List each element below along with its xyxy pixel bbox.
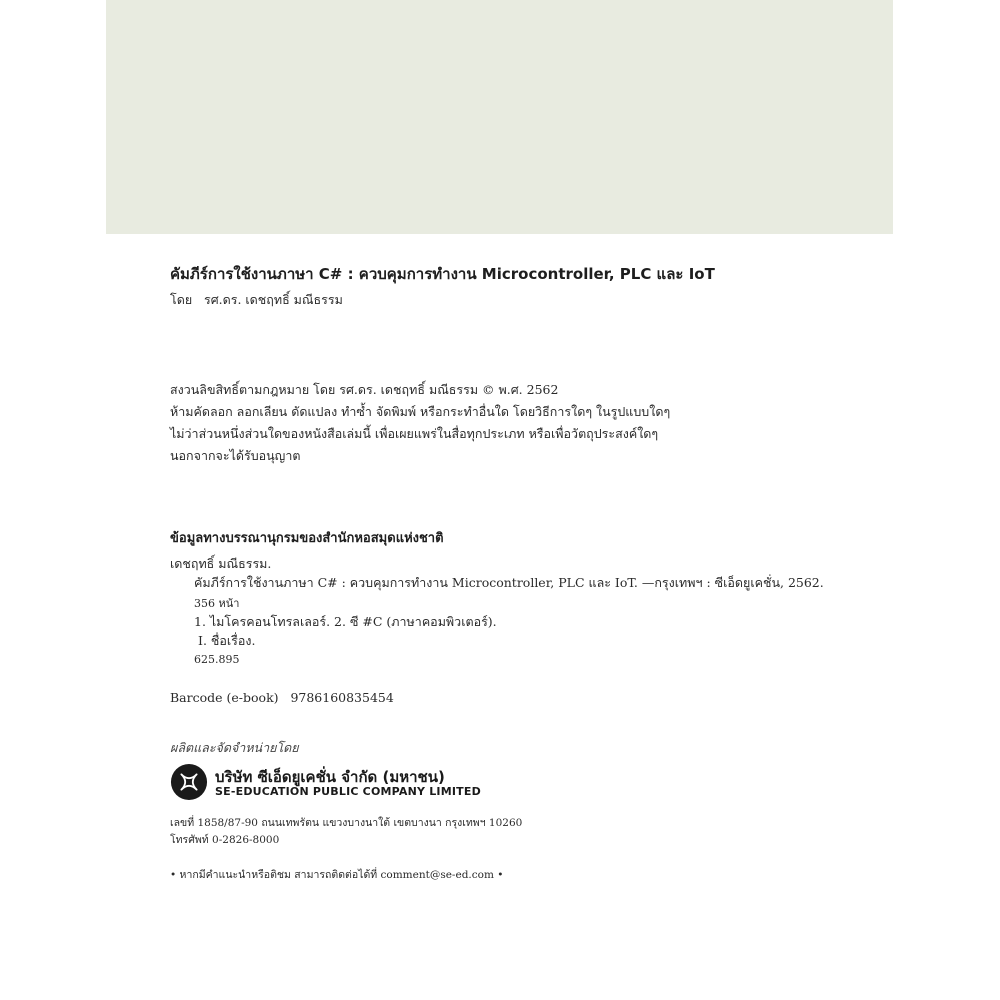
publisher-address: เลขที่ 1858/87-90 ถนนเทพรัตน แขวงบางนาใต้ เขตบางนา กรุงเทพฯ 10260 [170, 817, 523, 829]
cover-color-panel [106, 0, 893, 234]
se-ed-logo-icon [170, 763, 208, 801]
publisher-phone: โทรศัพท์ 0-2826-8000 [170, 834, 280, 846]
catalog-title-entry: คัมภีร์การใช้งานภาษา C# : ควบคุมการทำงาน Microcontroller, PLC และ IoT. —กรุงเทพฯ : ซีเอ็ดยูเคชั่น, 2562. [194, 575, 824, 590]
barcode-line [170, 690, 394, 705]
copyright-notice [170, 379, 670, 467]
catalog-title-index: I. ชื่อเรื่อง. [198, 633, 256, 648]
by-label: โดย [170, 292, 193, 307]
publisher-contact [170, 815, 522, 849]
book-title: คัมภีร์การใช้งานภาษา C# : ควบคุมการทำงาน Microcontroller, PLC และ IoT [170, 265, 715, 283]
copyright-line: นอกจากจะได้รับอนุญาต [170, 448, 301, 463]
catalog-classification: 625.895 [194, 653, 240, 666]
barcode-label: Barcode (e-book) [170, 690, 279, 705]
distributed-by-label: ผลิตและจัดจำหน่ายโดย [170, 740, 299, 755]
author-name: รศ.ดร. เดชฤทธิ์ มณีธรรม [204, 292, 343, 307]
copyright-line: ไม่ว่าส่วนหนึ่งส่วนใดของหนังสือเล่มนี้ เพื่อเผยแพร่ในสื่อทุกประเภท หรือเพื่อวัตถุประสงค์ใดๆ [170, 426, 659, 441]
company-name-thai: บริษัท ซีเอ็ดยูเคชั่น จำกัด (มหาชน) [215, 768, 445, 786]
catalog-subjects: 1. ไมโครคอนโทรลเลอร์. 2. ซี #C (ภาษาคอมพิวเตอร์). [194, 614, 497, 629]
feedback-note: • หากมีคำแนะนำหรือติชม สามารถติดต่อได้ที่ comment@se-ed.com • [170, 869, 504, 881]
company-name-english: SE-EDUCATION PUBLIC COMPANY LIMITED [215, 785, 481, 798]
catalog-author-entry: เดชฤทธิ์ มณีธรรม. [170, 556, 272, 571]
catalog-heading: ข้อมูลทางบรรณานุกรมของสำนักหอสมุดแห่งชาติ [170, 531, 444, 546]
copyright-line: สงวนลิขสิทธิ์ตามกฎหมาย โดย รศ.ดร. เดชฤทธิ์ มณีธรรม © พ.ศ. 2562 [170, 382, 559, 397]
copyright-line: ห้ามคัดลอก ลอกเลียน ดัดแปลง ทำซ้ำ จัดพิมพ์ หรือกระทำอื่นใด โดยวิธีการใดๆ ในรูปแบบใดๆ [170, 404, 671, 419]
barcode-number: 9786160835454 [290, 690, 394, 705]
catalog-pages: 356 หน้า [194, 597, 240, 610]
byline [170, 290, 343, 310]
